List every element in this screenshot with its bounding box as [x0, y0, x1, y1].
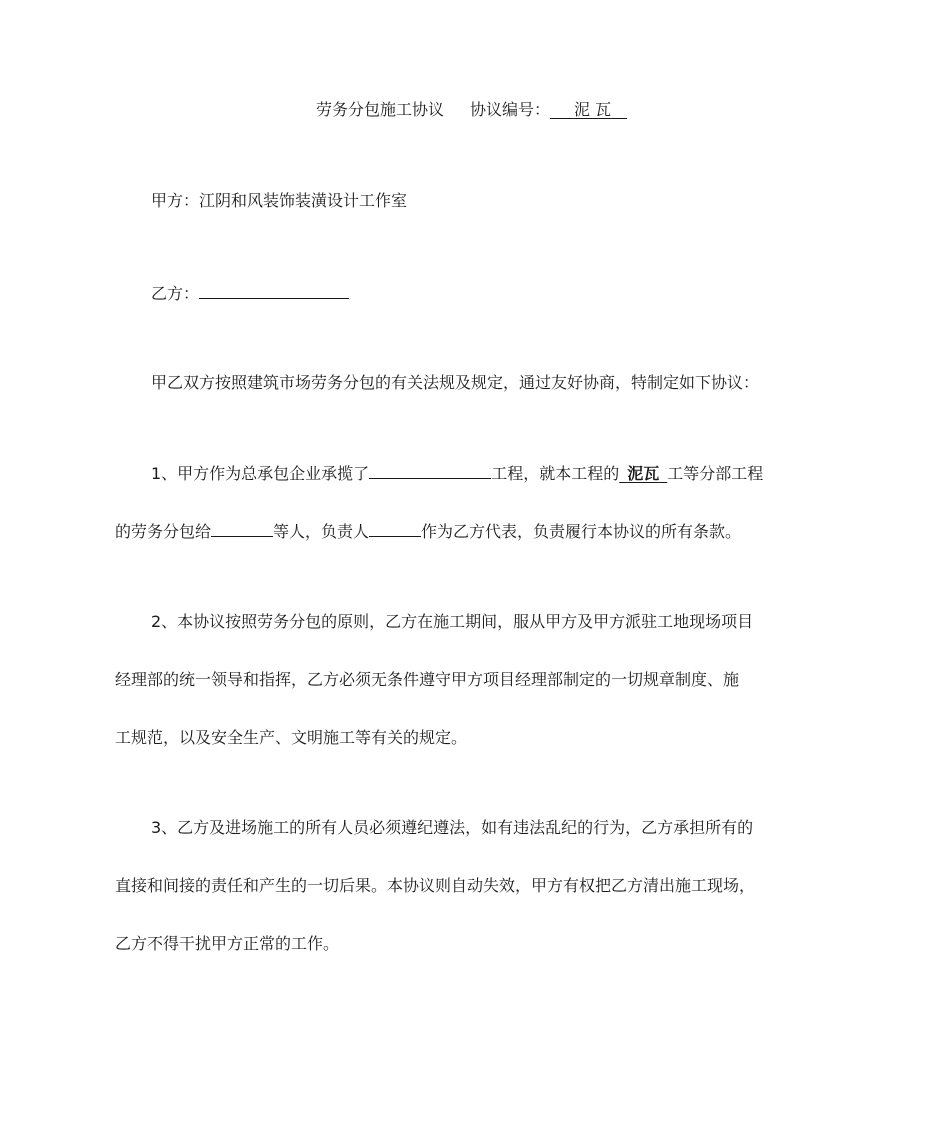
agreement-number-value: 泥 瓦: [574, 100, 612, 119]
clause-3-line-1: [151, 817, 753, 839]
document-title: 劳务分包施工协议: [316, 100, 445, 119]
party-a-line: [151, 190, 407, 212]
clause-1-text-c: 工等分部工程: [667, 464, 764, 483]
party-b-line: [151, 282, 349, 305]
clause-1-text-d: 的劳务分包给: [115, 522, 212, 541]
intro-text: 甲乙双方按照建筑市场劳务分包的有关法规及规定，通过友好协商，特制定如下协议：: [151, 373, 760, 392]
clause-2-text-2: 经理部的统一领导和指挥，乙方必须无条件遵守甲方项目经理部制定的一切规章制度、施: [115, 670, 740, 689]
responsible-person-blank: [369, 520, 421, 537]
trade-value: 泥瓦: [627, 464, 660, 483]
clause-1-text-e: 等人，负责人: [273, 522, 370, 541]
workers-blank: [211, 520, 273, 537]
clause-1-line-1: [151, 462, 763, 485]
party-a-label: 甲方：: [151, 191, 200, 210]
party-b-label: 乙方：: [151, 284, 200, 303]
clause-3-text-2: 直接和间接的责任和产生的一切后果。本协议则自动失效，甲方有权把乙方清出施工现场，: [115, 876, 756, 895]
party-a-value: 江阴和风装饰装潢设计工作室: [199, 191, 408, 210]
clause-2-text-3: 工规范，以及安全生产、文明施工等有关的规定。: [115, 728, 468, 747]
clause-1-text-a: 1、甲方作为总承包企业承揽了: [151, 464, 370, 483]
clause-3-line-3: [115, 933, 339, 955]
clause-3-line-2: [115, 875, 755, 897]
clause-1-text-f: 作为乙方代表，负责履行本协议的所有条款。: [421, 522, 742, 541]
project-name-blank: [369, 462, 491, 479]
party-b-blank: [199, 282, 349, 299]
clause-2-line-3: [115, 727, 467, 749]
clause-2-line-2: [115, 669, 739, 691]
header-line: [316, 99, 627, 121]
clause-2-text-1: 2、本协议按照劳务分包的原则，乙方在施工期间，服从甲方及甲方派驻工地现场项目: [151, 612, 754, 631]
clause-3-text-3: 乙方不得干扰甲方正常的工作。: [115, 934, 340, 953]
intro-paragraph: [151, 372, 759, 394]
agreement-number-label: 协议编号：: [470, 100, 551, 119]
clause-3-text-1: 3、乙方及进场施工的所有人员必须遵纪遵法，如有违法乱纪的行为，乙方承担所有的: [151, 818, 754, 837]
clause-1-text-b: 工程，就本工程的: [491, 464, 620, 483]
clause-1-line-2: [115, 520, 741, 543]
clause-2-line-1: [151, 611, 753, 633]
